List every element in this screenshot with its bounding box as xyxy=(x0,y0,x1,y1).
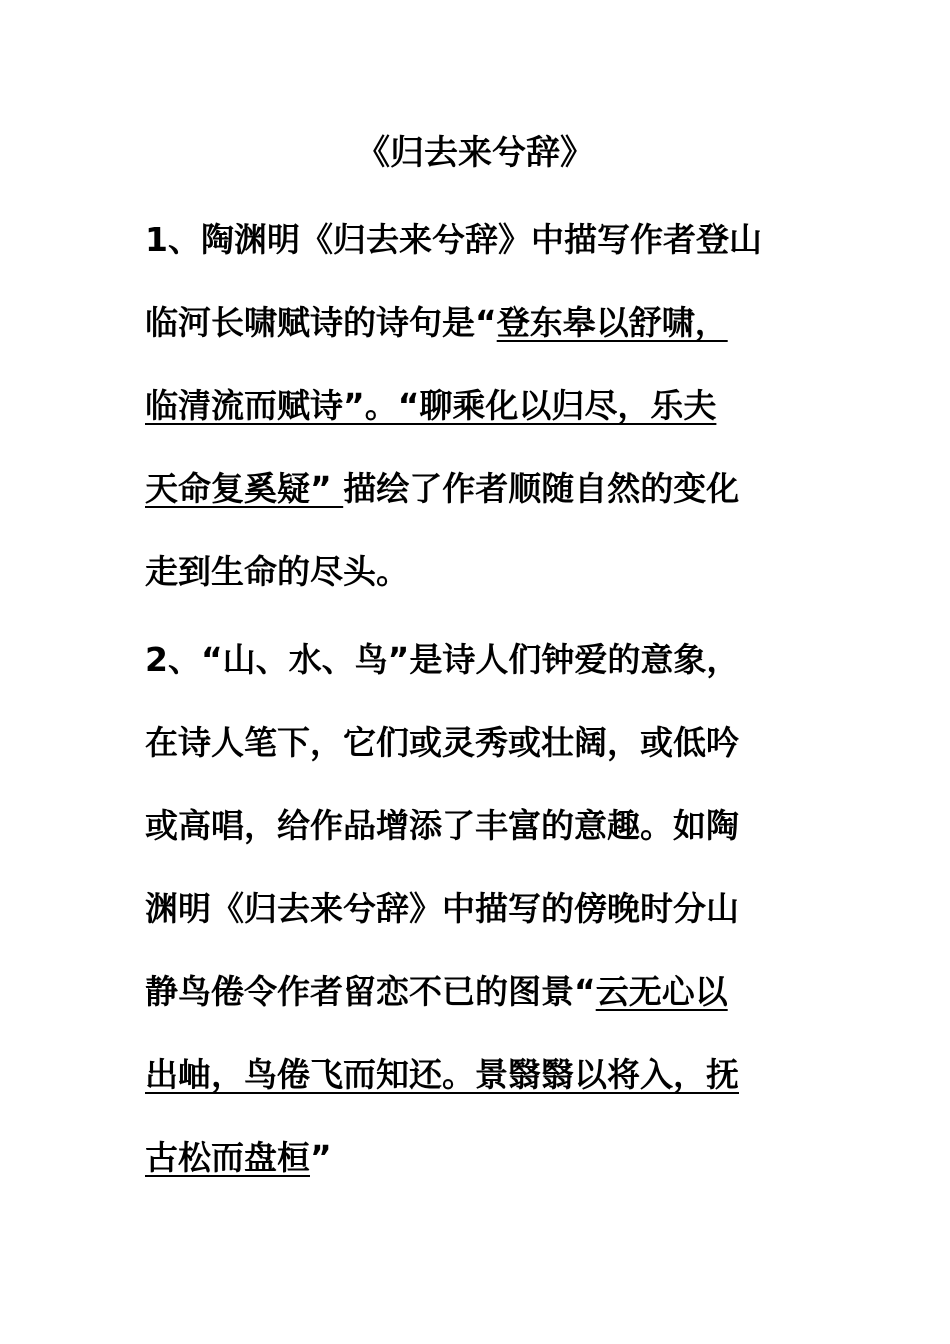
q2-answer-part-1: 云无心以 xyxy=(595,972,728,1011)
q2-line-4 xyxy=(145,879,825,939)
q2-line-7-text: ” xyxy=(310,1138,332,1177)
q2-line-2-text: 在诗人笔下，它们或灵秀或壮阔，或低吟 xyxy=(145,723,739,762)
q1-line-2 xyxy=(145,293,825,353)
q2-answer-part-3: 古松而盘桓 xyxy=(145,1138,310,1177)
q1-answer-2-part-2: 天命复奚疑” xyxy=(145,469,344,508)
q2-line-1-text: 2、“山、水、鸟”是诗人们钟爱的意象， xyxy=(145,640,740,679)
q2-line-3-text: 或高唱，给作品增添了丰富的意趣。如陶 xyxy=(145,806,739,845)
q1-line-3 xyxy=(145,376,825,436)
q2-line-5-text: 静鸟倦令作者留恋不已的图景“ xyxy=(145,972,596,1011)
q1-line-5 xyxy=(145,542,825,602)
q2-line-5 xyxy=(145,962,825,1022)
q2-line-7 xyxy=(145,1128,825,1188)
q1-line-2-text: 临河长啸赋诗的诗句是“ xyxy=(145,303,497,342)
q1-line-1-text: 1、陶渊明《归去来兮辞》中描写作者登山 xyxy=(145,220,762,259)
q2-line-1 xyxy=(145,630,825,690)
q2-line-2 xyxy=(145,713,825,773)
q2-line-4-text: 渊明《归去来兮辞》中描写的傍晚时分山 xyxy=(145,889,739,928)
q2-answer-part-2: 出岫，鸟倦飞而知还。景翳翳以将入，抚 xyxy=(145,1055,739,1094)
q1-answer-1-part-1: 登东皋以舒啸， xyxy=(496,303,728,342)
q1-line-4-text: 描绘了作者顺随自然的变化 xyxy=(343,469,740,508)
q2-line-3 xyxy=(145,796,825,856)
q2-line-6 xyxy=(145,1045,825,1105)
q1-line-1 xyxy=(145,210,825,270)
q1-line-4 xyxy=(145,459,825,519)
q1-line-5-text: 走到生命的尽头。 xyxy=(145,552,409,591)
document-title: 《归去来兮辞》 xyxy=(356,133,594,173)
q1-answer-1-part-2: 临清流而赋诗”。“聊乘化以归尽，乐夫 xyxy=(145,386,717,425)
